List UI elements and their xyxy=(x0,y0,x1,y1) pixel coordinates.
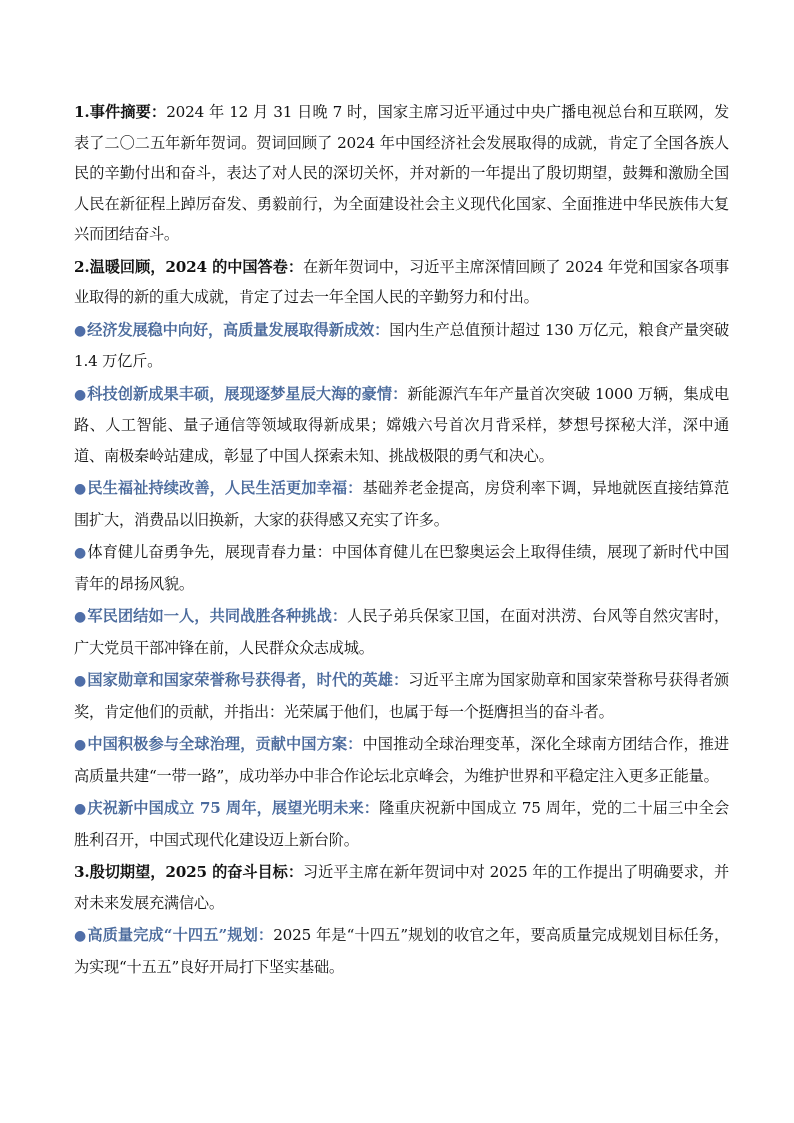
section-text: 习近平主席在新年贺词中对 2025 年的工作提出了明确要求，并对未来发展充满信心。 xyxy=(74,863,730,912)
bullet-dot-icon: ● xyxy=(74,928,87,944)
bullet-75th-anniversary xyxy=(74,793,729,855)
bullet-dot-icon: ● xyxy=(74,386,87,403)
bullet-title: 军民团结如一人，共同战胜各种挑战 xyxy=(87,607,332,625)
title-separator: ： xyxy=(257,926,274,944)
bullet-sports xyxy=(74,537,729,599)
title-separator: ： xyxy=(316,543,332,561)
document-body xyxy=(74,97,729,984)
bullet-text: 中国推动全球治理变革，深化全球南方团结合作，推进高质量共建“一带一路”，成功举办中非合作论坛北京峰会，为维护世界和平稳定注入更多正能量。 xyxy=(74,735,729,785)
section-review-2024 xyxy=(74,252,729,313)
section-event-summary xyxy=(74,97,729,250)
bullet-text: 习近平主席为国家勋章和国家荣誉称号获得者颁奖，肯定他们的贡献，并指出：光荣属于他们，也属于每一个挺膺担当的奋斗者。 xyxy=(74,671,729,721)
bullet-title: 经济发展稳中向好，高质量发展取得新成效 xyxy=(87,320,375,339)
bullet-text: 新能源汽车年产量首次突破 1000 万辆，集成电路、人工智能、量子通信等领域取得新成果；嫦娥六号首次月背采样，梦想号探秘大洋，深中通道、南极秦岭站建成，彰显了中国人探索未知、挑战极限的勇气和决心。 xyxy=(74,384,729,465)
section-heading: 3.殷切期望，2025 的奋斗目标 xyxy=(74,863,288,881)
bullet-text: 隆重庆祝新中国成立 75 周年，党的二十届三中全会胜利召开，中国式现代化建设迈上新台阶。 xyxy=(74,799,729,849)
heading-separator: ： xyxy=(287,257,303,276)
title-separator: ： xyxy=(393,671,409,689)
title-separator: ： xyxy=(331,607,348,625)
bullet-global-governance xyxy=(74,729,729,791)
title-separator: ： xyxy=(374,320,390,339)
section-heading: 1.事件摘要 xyxy=(74,103,151,121)
bullet-title: 国家勋章和国家荣誉称号获得者，时代的英雄 xyxy=(87,671,393,689)
bullet-14th-five-year-plan xyxy=(74,920,729,982)
bullet-text: 基础养老金提高，房贷利率下调，异地就医直接结算范围扩大，消费品以旧换新，大家的获得感又充实了许多。 xyxy=(74,479,729,529)
bullet-dot-icon: ● xyxy=(74,481,87,497)
section-text: 在新年贺词中，习近平主席深情回顾了 2024 年党和国家各项事业取得的新的重大成就，肯定了过去一年全国人民的辛勤努力和付出。 xyxy=(74,257,730,306)
bullet-title: 民生福祉持续改善，人民生活更加幸福 xyxy=(87,479,348,497)
bullet-livelihood xyxy=(74,473,729,535)
bullet-title: 中国积极参与全球治理，贡献中国方案 xyxy=(87,735,348,753)
title-separator: ： xyxy=(363,799,380,817)
bullet-dot-icon: ● xyxy=(74,609,87,625)
bullet-dot-icon: ● xyxy=(74,545,87,561)
bullet-heroes xyxy=(74,665,729,727)
bullet-text: 人民子弟兵保家卫国，在面对洪涝、台风等自然灾害时，广大党员干部冲锋在前，人民群众众志成城。 xyxy=(74,607,729,657)
bullet-dot-icon: ● xyxy=(74,737,87,753)
bullet-economy xyxy=(74,315,729,377)
section-text: 2024 年 12 月 31 日晚 7 时，国家主席习近平通过中央广播电视总台和互联网，发表了二〇二五年新年贺词。贺词回顾了 2024 年中国经济社会发展取得的成就，肯定了全国各族人民的辛勤付出和奋斗，表达了对人民的深切关怀，并对新的一年提出了殷切期望，鼓舞和激励全国人民在新征程上踔厉奋发、勇毅前行，为全面建设社会主义现代化国家、全面推进中华民族伟大复兴而团结奋斗。 xyxy=(74,103,729,243)
heading-separator: ： xyxy=(287,863,303,881)
heading-separator: ： xyxy=(150,103,167,121)
bullet-title: 庆祝新中国成立 75 周年，展望光明未来 xyxy=(87,799,364,817)
bullet-technology xyxy=(74,379,729,472)
bullet-text: 中国体育健儿在巴黎奥运会上取得佳绩，展现了新时代中国青年的昂扬风貌。 xyxy=(74,543,729,593)
bullet-title: 高质量完成“十四五”规划 xyxy=(87,926,258,944)
bullet-title: 体育健儿奋勇争先，展现青春力量 xyxy=(87,543,317,561)
section-heading: 2.温暖回顾，2024 的中国答卷 xyxy=(74,257,288,276)
bullet-military-civilian xyxy=(74,601,729,663)
title-separator: ： xyxy=(347,479,363,497)
section-goals-2025 xyxy=(74,857,729,918)
bullet-text: 国内生产总值预计超过 130 万亿元，粮食产量突破 1.4 万亿斤。 xyxy=(74,320,729,370)
bullet-dot-icon: ● xyxy=(74,801,87,817)
bullet-title: 科技创新成果丰硕，展现逐梦星辰大海的豪情 xyxy=(87,384,393,403)
bullet-dot-icon: ● xyxy=(74,673,87,689)
title-separator: ： xyxy=(392,384,408,403)
bullet-text: 2025 年是“十四五”规划的收官之年，要高质量完成规划目标任务，为实现“十五五”良好开局打下坚实基础。 xyxy=(74,926,729,976)
title-separator: ： xyxy=(347,735,363,753)
bullet-dot-icon: ● xyxy=(74,322,87,339)
